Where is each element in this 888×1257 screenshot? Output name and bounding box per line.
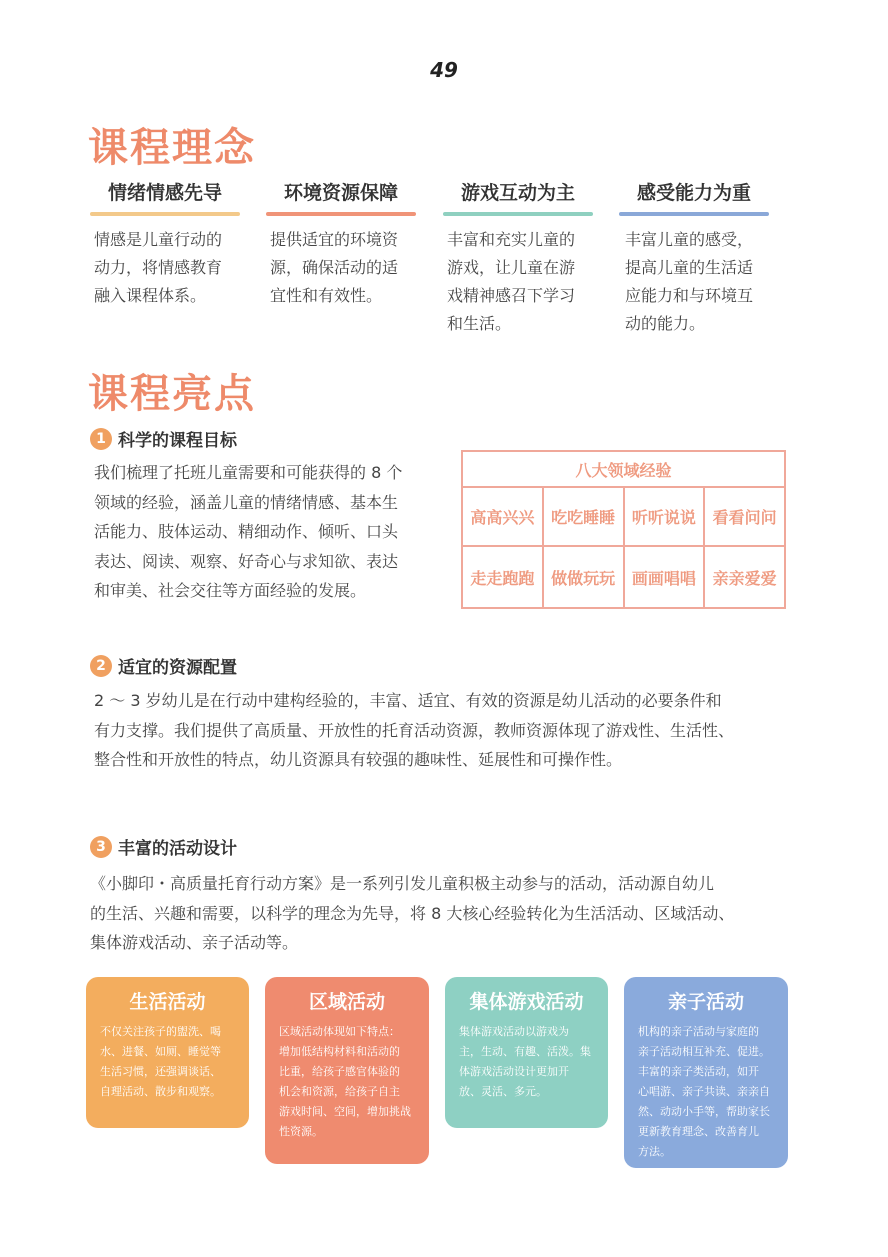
table-cell: 画画唱唱 [624,546,705,608]
concept-title: 游戏互动为主 [460,182,575,204]
card-title: 生活活动 [129,991,206,1013]
experience-table [461,450,786,609]
concept-title: 感受能力为重 [636,182,751,204]
text-line: 增加低结构材料和活动的 [279,1045,400,1058]
card-title: 亲子活动 [667,991,744,1013]
concept-col-0 [90,180,240,310]
paragraph-1 [94,458,444,606]
text-line: 方法。 [638,1145,671,1158]
concept-underline [266,212,416,216]
concept-underline [90,212,240,216]
concept-title: 环境资源保障 [283,182,398,204]
text-line: 不仅关注孩子的盥洗、喝 [100,1025,221,1038]
subheading-3 [90,834,237,859]
table-cell: 走走跑跑 [462,546,543,608]
card-parent-child-activity [624,977,788,1168]
text-line: 提供适宜的环境资 [270,230,399,249]
concept-body [94,226,240,310]
text-line: 我们梳理了托班儿童需要和可能获得的 8 个 [94,463,403,482]
text-line: 提高儿童的生活适 [625,258,754,277]
text-line: 活能力、肢体运动、精细动作、倾听、口头 [94,522,399,541]
text-line: 丰富儿童的感受， [625,230,754,249]
concept-col-2 [443,180,593,338]
card-group-game-activity [445,977,608,1128]
page-number: 49 [430,58,458,82]
card-title: 集体游戏活动 [469,991,584,1013]
table-cell: 听听说说 [624,487,705,546]
concept-col-1 [266,180,416,310]
text-line: 宜性和有效性。 [270,286,383,305]
text-line: 区域活动体现如下特点： [279,1025,400,1038]
text-line: 领域的经验，涵盖儿童的情绪情感、基本生 [94,492,399,512]
text-line: 游戏时间、空间，增加挑战 [279,1105,411,1118]
number-badge: 3 [90,836,112,858]
text-line: 心唱游、亲子共读、亲亲自 [638,1085,770,1098]
card-life-activity [86,977,249,1128]
text-line: 然、动动小手等，帮助家长 [638,1105,770,1118]
text-line: 丰富的亲子类活动，如开 [638,1065,759,1078]
text-line: 情感是儿童行动的 [94,230,223,249]
text-line: 更新教育理念、改善育儿 [638,1125,759,1138]
subheading-text: 科学的课程目标 [118,431,237,451]
text-line: 表达、阅读、观察、好奇心与求知欲、表达 [94,551,399,571]
section-title-highlights: 课程亮点 [88,371,256,417]
text-line: 生活习惯，还强调谈话、 [100,1065,221,1078]
number-badge: 2 [90,655,112,677]
text-line: 应能力和与环境互 [625,286,754,305]
text-line: 体游戏活动设计更加开 [459,1065,569,1078]
text-line: 游戏，让儿童在游 [447,258,576,277]
text-line: 有力支撑。我们提供了高质量、开放性的托育活动资源，教师资源体现了游戏性、生活性、 [94,720,735,740]
text-line: 水、进餐、如厕、睡觉等 [100,1045,221,1058]
number-badge: 1 [90,428,112,450]
subheading-text: 丰富的活动设计 [118,839,237,859]
paragraph-2 [94,686,794,775]
table-cell: 亲亲爱爱 [704,546,785,608]
text-line: 丰富和充实儿童的 [447,230,576,249]
concept-body [625,226,769,338]
card-body [638,1022,774,1162]
text-line: 性资源。 [279,1125,323,1138]
table-cell: 做做玩玩 [543,546,624,608]
concept-underline [619,212,769,216]
text-line: 集体游戏活动、亲子活动等。 [90,933,299,952]
concept-col-3 [619,180,769,338]
concept-body [447,226,593,338]
card-title: 区域活动 [308,991,385,1013]
paragraph-3 [90,869,800,958]
table-cell: 看看问问 [704,487,785,546]
text-line: 的生活、兴趣和需要，以科学的理念为先导，将 8 大核心经验转化为生活活动、区域活动、 [90,903,735,923]
text-line: 主，生动、有趣、活泼。集 [459,1045,591,1058]
text-line: 2 ～ 3 岁幼儿是在行动中建构经验的，丰富、适宜、有效的资源是幼儿活动的必要条件和 [94,691,722,710]
text-line: 动力，将情感教育 [94,258,223,277]
card-body [279,1022,415,1142]
text-line: 放、灵活、多元。 [459,1085,547,1098]
concept-underline [443,212,593,216]
subheading-2 [90,653,237,678]
table-cell: 高高兴兴 [462,487,543,546]
section-title-concept: 课程理念 [88,125,256,171]
text-line: 亲子活动相互补充、促进。 [638,1045,770,1058]
subheading-text: 适宜的资源配置 [118,658,237,678]
text-line: 和审美、社会交往等方面经验的发展。 [94,581,367,600]
text-line: 《小脚印・高质量托育行动方案》是一系列引发儿童积极主动参与的活动，活动源自幼儿 [90,874,715,893]
text-line: 机构的亲子活动与家庭的 [638,1025,759,1038]
concept-title: 情绪情感先导 [107,182,222,204]
concept-body [270,226,416,310]
card-area-activity [265,977,429,1164]
text-line: 机会和资源，给孩子自主 [279,1085,400,1098]
text-line: 和生活。 [447,314,512,333]
text-line: 融入课程体系。 [94,286,207,305]
subheading-1 [90,426,237,451]
text-line: 戏精神感召下学习 [447,286,576,305]
table-cell: 吃吃睡睡 [543,487,624,546]
text-line: 整合性和开放性的特点，幼儿资源具有较强的趣味性、延展性和可操作性。 [94,750,623,769]
text-line: 自理活动、散步和观察。 [100,1085,221,1098]
text-line: 动的能力。 [625,314,706,333]
text-line: 源，确保活动的适 [270,258,399,277]
card-body [100,1022,235,1102]
card-body [459,1022,594,1102]
table-title: 八大领域经验 [462,451,785,487]
text-line: 比重，给孩子感官体验的 [279,1065,400,1078]
text-line: 集体游戏活动以游戏为 [459,1025,569,1038]
